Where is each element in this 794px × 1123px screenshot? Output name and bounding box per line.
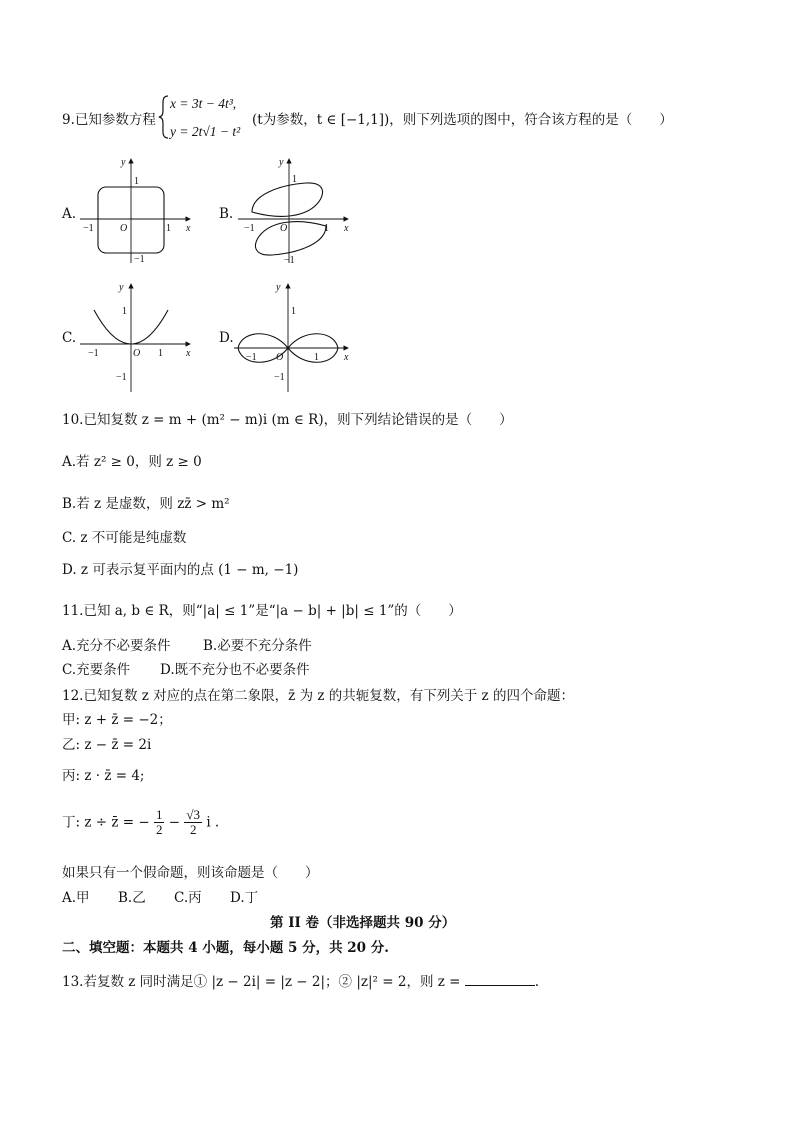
fraction-denominator: 2	[155, 822, 163, 838]
q13-end: .	[534, 974, 540, 990]
q9-option-a-label: A.	[62, 206, 77, 222]
q10-option-a: A.若 z² ≥ 0，则 z ≥ 0	[62, 454, 202, 470]
q10-option-c: C. z 不可能是纯虚数	[62, 530, 187, 546]
fill-in-section-header: 二、填空题：本题共 4 小题，每小题 5 分，共 20 分.	[62, 940, 389, 956]
q9-equation-y: y = 2t√1 − t²	[170, 124, 241, 139]
q12-proposition-yi: 乙: z − z̄ = 2i	[62, 737, 152, 753]
q9-option-d-graph	[232, 280, 356, 395]
axis-y-label-b: y	[279, 157, 284, 168]
q12-stem: 12.已知复数 z 对应的点在第二象限，z̄ 为 z 的共轭复数，有下列关于 z 的四个命题：	[62, 688, 574, 704]
q12-option-d: D.丁	[230, 890, 259, 906]
q11-option-c: C.充要条件	[62, 662, 131, 678]
q9-option-c-label: C.	[62, 330, 77, 346]
q9-lead: 9.已知参数方程	[62, 112, 156, 128]
tick-label-b-yneg1: −1	[284, 255, 295, 265]
q9-equation-x: x = 3t − 4t³,	[170, 96, 237, 111]
q9-stem-tail: (t为参数，t ∈ [−1,1])，则下列选项的图中，符合该方程的是（ ）	[252, 112, 673, 128]
tick-label-b-xneg1: −1	[244, 223, 255, 234]
axis-x-label-b: x	[344, 223, 349, 234]
axis-x-label-a: x	[186, 223, 191, 234]
q13-stem	[62, 973, 539, 990]
q10-option-b: B.若 z 是虚数，则 zz̄ > m²	[62, 496, 230, 512]
tick-label-c-yneg1: −1	[116, 372, 127, 383]
origin-label-a: O	[120, 223, 128, 234]
origin-label-c: O	[133, 348, 141, 359]
origin-label-b: O	[280, 223, 288, 234]
q12-proposition-bing: 丙: z · z̄ = 4;	[62, 768, 145, 784]
q12-option-b: B.乙	[118, 890, 146, 906]
q12-option-c: C.丙	[174, 890, 202, 906]
q13-text: 13.若复数 z 同时满足① |z − 2i| = |z − 2|；② |z|² = 2，则 z =	[62, 974, 461, 990]
q12-ding-half-fraction	[154, 808, 165, 838]
tick-label-a-xneg1: −1	[83, 223, 94, 234]
tick-label-b-x1: 1	[324, 223, 329, 234]
q12-question: 如果只有一个假命题，则该命题是（ ）	[62, 865, 319, 881]
axis-y-label-d: y	[276, 282, 281, 293]
q12-proposition-ding	[62, 808, 219, 838]
axis-x-label-d: x	[344, 352, 349, 363]
tick-label-c-xneg1: −1	[88, 348, 99, 359]
q9-option-a-graph	[76, 155, 196, 265]
q9-option-d-label: D.	[219, 330, 234, 346]
tick-label-a-y1: 1	[134, 176, 139, 187]
fraction-numerator: √3	[186, 807, 201, 822]
q11-option-a: A.充分不必要条件	[62, 638, 171, 654]
tick-label-a-yneg1: −1	[134, 254, 145, 265]
axis-y-label-a: y	[121, 157, 126, 168]
q9-option-b-graph	[234, 155, 354, 265]
origin-label-d: O	[276, 352, 284, 363]
q12-ding-tail: i .	[206, 814, 220, 831]
axis-y-label-c: y	[119, 282, 124, 293]
tick-label-a-x1: 1	[166, 223, 171, 234]
q11-option-d: D.既不充分也不必要条件	[160, 662, 310, 678]
q12-ding-root-fraction	[184, 808, 202, 838]
q12-ding-minus: −	[168, 814, 181, 831]
q9-option-c-graph	[76, 280, 196, 395]
fraction-numerator: 1	[155, 807, 163, 822]
tick-label-d-yneg1: −1	[274, 372, 285, 383]
q12-proposition-jia: 甲: z + z̄ = −2；	[62, 712, 172, 728]
tick-label-c-x1: 1	[158, 348, 163, 359]
q11-option-b: B.必要不充分条件	[203, 638, 312, 654]
tick-label-d-xneg1: −1	[246, 352, 257, 363]
tick-label-d-y1: 1	[291, 306, 296, 317]
q11-stem: 11.已知 a, b ∈ R，则“|a| ≤ 1”是“|a − b| + |b| ≤ 1”的（ ）	[62, 603, 462, 619]
q10-option-d: D. z 可表示复平面内的点 (1 − m, −1)	[62, 562, 299, 578]
axis-x-label-c: x	[186, 348, 191, 359]
q12-option-a: A.甲	[62, 890, 90, 906]
q10-stem: 10.已知复数 z = m + (m² − m)i (m ∈ R)，则下列结论错误的是（ ）	[62, 412, 513, 428]
fraction-denominator: 2	[189, 822, 197, 838]
section-title: 第 II 卷（非选择题共 90 分）	[270, 915, 456, 931]
answer-blank[interactable]	[465, 973, 535, 986]
tick-label-d-x1: 1	[314, 352, 319, 363]
q9-option-b-label: B.	[219, 206, 234, 222]
tick-label-b-y1: 1	[292, 174, 297, 185]
tick-label-c-y1: 1	[122, 306, 127, 317]
q9-system-brace	[157, 94, 171, 140]
q12-ding-lead: 丁: z ÷ z̄ = −	[62, 814, 150, 831]
